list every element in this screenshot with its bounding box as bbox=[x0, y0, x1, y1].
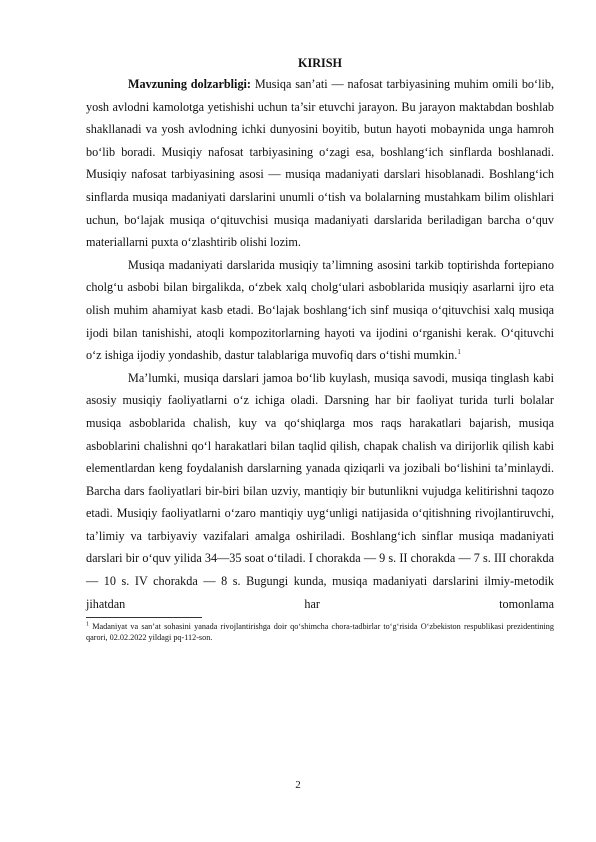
footnote-divider bbox=[86, 617, 202, 618]
paragraph-text: Musiqa madaniyati darslarida musiqiy ta’limning asosini tarkib toptirishda fortepiano cholg‘u asbobi bilan birgalikda, o‘zbek xalq cholg‘ulari asboblarida musiqiy asarlarni ijro eta olish muhim ahamiyat kasb etadi. Bo‘lajak boshlang‘ich sinf musiqa o‘qituvchisi xalq musiqa ijodi bilan tanishishi, atoqli kompozitorlarning hayoti va ijodini o‘rganishi kerak. O‘qituvchi o‘z ishiga ijodiy yondashib, dastur talablariga muvofiq dars o‘tishi mumkin. bbox=[86, 257, 554, 363]
page-title: KIRISH bbox=[297, 56, 343, 70]
paragraph-music-lessons bbox=[86, 367, 554, 616]
paragraph-text: Ma’lumki, musiqa darslari jamoa bo‘lib kuylash, musiqa savodi, musiqa tinglash kabi asosiy musiqiy faoliyatlarni o‘z ichiga oladi. Darsning har bir faoliyat turida turli bolalar musiqa asboblarida chalish, kuy va qo‘shiqlarga mos raqs harakatlari bajarish, musiqa asboblarini chalishni qo‘l harakatlari bilan taqlid qilish, chapak chalish va dirijorlik qilish kabi elementlardan keng foydalanish darslarning yanada qiziqarli va jozibali bo‘lishini ta’minlaydi. Barcha dars faoliyatlari bir-biri bilan uzviy, mantiqiy bir butunlikni vujudga kelitirishni taqozo etadi. Musiqiy faoliyatlarni o‘zaro mantiqiy uyg‘unligi natijasida o‘qitishning rivojlantiruvchi, ta’limiy va tarbiyaviy vazifalari amalga oshiriladi. Boshlang‘ich sinflar musiqa madaniyati darslari bir o‘quv yilida 34—35 soat o‘tiladi. I chorakda — 9 s. II chorakda — 7 s. III chorakda — 10 s. IV chorakda — 8 s. Bugungi kunda, musiqa madaniyati darslarini ilmiy-metodik jihatdan har tomonlama bbox=[86, 370, 554, 611]
relevance-lead: Mavzuning dolzarbligi: bbox=[128, 77, 251, 91]
document-page bbox=[86, 55, 554, 643]
footnote-marker: 1 bbox=[86, 621, 89, 628]
paragraph-music-culture bbox=[86, 254, 554, 367]
footnote-reference[interactable]: 1 bbox=[457, 348, 461, 357]
footnote bbox=[86, 621, 554, 643]
footnote-text: Madaniyat va san’at sohasini yanada rivojlantirishga doir qo‘shimcha chora-tadbirlar to‘g‘risida O‘zbekiston respublikasi prezidentining qarori, 02.02.2022 yildagi pq-112-son. bbox=[86, 622, 554, 643]
page-number: 2 bbox=[295, 779, 301, 791]
paragraph-text: Musiqa san’ati — nafosat tarbiyasining muhim omili bo‘lib, yosh avlodni kamolotga yetishishi uchun ta’sir etuvchi jarayon. Bu jarayon maktabdan boshlab shakllanadi va yosh avlodning ichki dunyosini boyitib, butun hayoti mobaynida unga hamroh bo‘lib boradi. Musiqiy nafosat tarbiyasining o‘zagi esa, boshlang‘ich sinflarda boshlanadi. Musiqiy nafosat tarbiyasining asosi — musiqa madaniyati darslari hisoblanadi. Boshlang‘ich sinflarda musiqa madaniyati darslarini unumli o‘tish va bolalarning mustahkam bilim olishlari uchun, bo‘lajak musiqa o‘qituvchisi musiqa madaniyati darslarida beriladigan barcha o‘quv materiallarni puxta o‘zlashtirib olishi lozim. bbox=[86, 77, 554, 250]
paragraph-relevance bbox=[86, 73, 554, 254]
